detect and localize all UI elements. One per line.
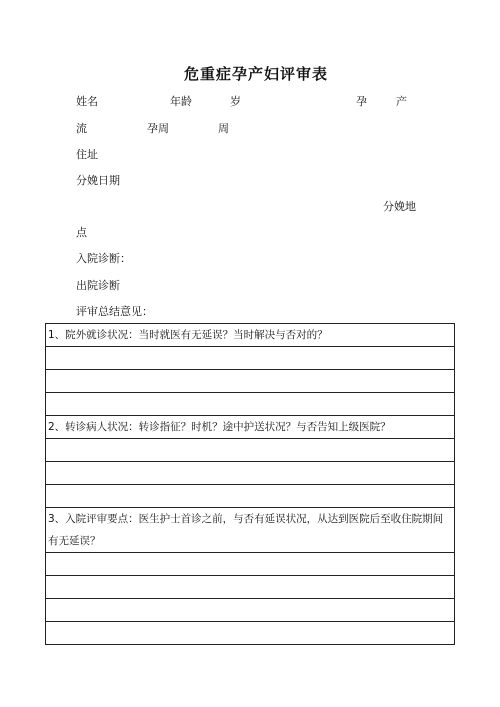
question-3: 3、入院评审要点：医生护士首诊之前，与否有延误状况，从达到医院后至收住院期间有无延误？ bbox=[46, 508, 455, 553]
week-unit: 周 bbox=[218, 122, 229, 135]
gest-week-label: 孕周 bbox=[147, 122, 169, 135]
address-label: 住址 bbox=[76, 148, 98, 161]
question-1: 1、院外就诊状况：当时就医有无延误？当时解决与否对的？ bbox=[46, 324, 455, 347]
answer-row[interactable] bbox=[46, 553, 455, 576]
answer-row[interactable] bbox=[46, 622, 455, 645]
abortion-label: 流 bbox=[76, 122, 87, 135]
review-table bbox=[45, 323, 455, 645]
birth-label: 产 bbox=[396, 95, 407, 108]
delivery-place-label-cont: 点 bbox=[76, 226, 87, 239]
answer-row[interactable] bbox=[46, 370, 455, 393]
answer-row[interactable] bbox=[46, 599, 455, 622]
answer-row[interactable] bbox=[46, 393, 455, 416]
discharge-diagnosis-label: 出院诊断 bbox=[76, 279, 120, 292]
pregnancy-label: 孕 bbox=[356, 95, 367, 108]
summary-label: 评审总结意见： bbox=[76, 305, 153, 318]
question-2: 2、转诊病人状况：转诊指征？时机？途中护送状况？与否告知上级医院？ bbox=[46, 416, 455, 439]
answer-row[interactable] bbox=[46, 485, 455, 508]
delivery-place-label: 分娩地 bbox=[383, 200, 416, 213]
answer-row[interactable] bbox=[46, 439, 455, 462]
age-label: 年龄 bbox=[170, 95, 192, 108]
answer-row[interactable] bbox=[46, 576, 455, 599]
answer-row[interactable] bbox=[46, 347, 455, 370]
age-unit: 岁 bbox=[230, 95, 241, 108]
form-title: 危重症孕产妇评审表 bbox=[184, 65, 329, 83]
answer-row[interactable] bbox=[46, 462, 455, 485]
admission-diagnosis-label: 入院诊断： bbox=[76, 252, 131, 265]
delivery-date-label: 分娩日期 bbox=[76, 174, 120, 187]
name-label: 姓名 bbox=[76, 95, 98, 108]
